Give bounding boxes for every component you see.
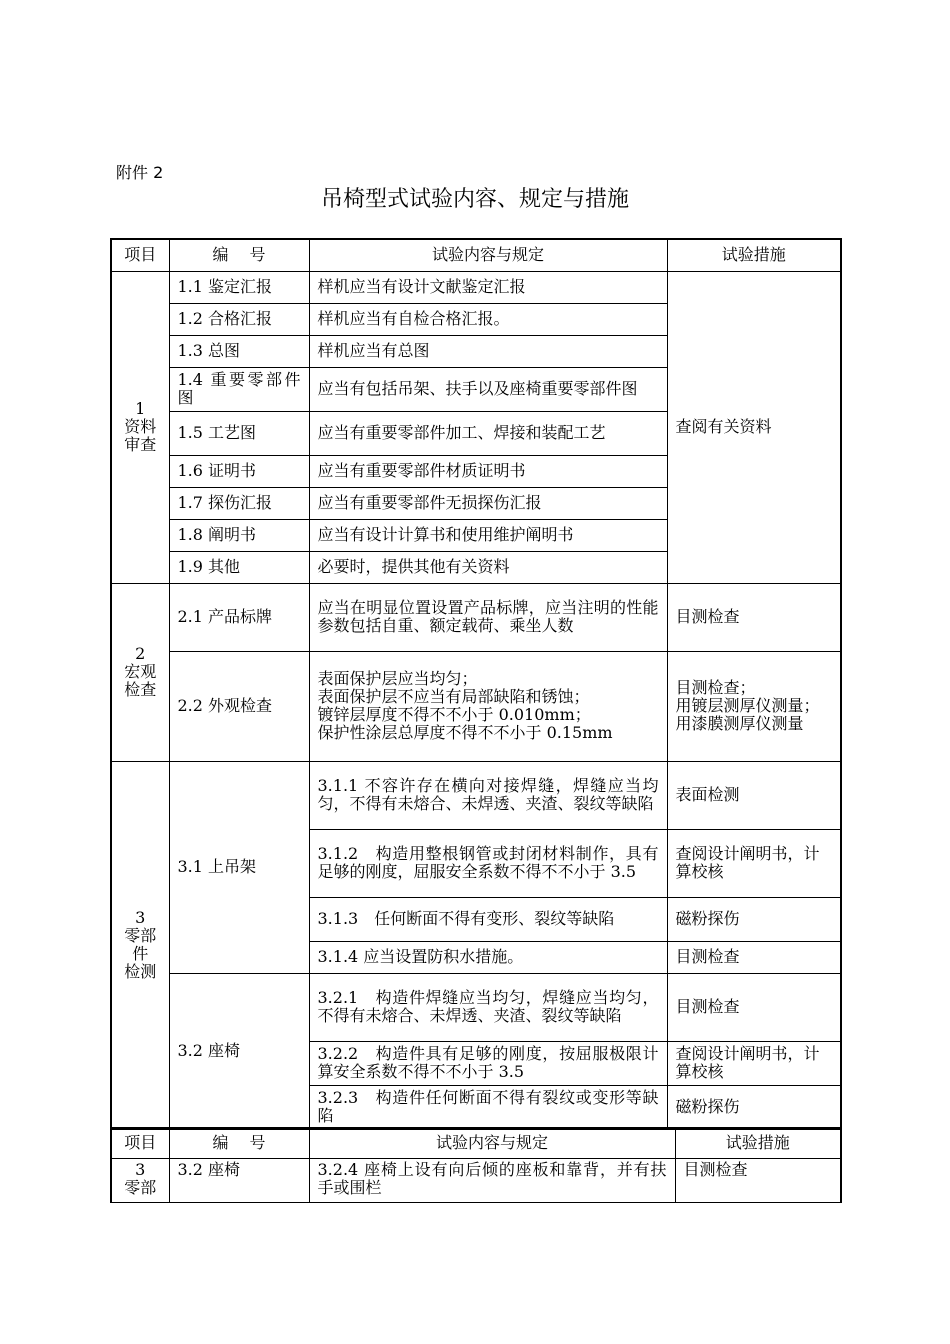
continuation-table (110, 1127, 842, 1203)
row-measure: 目测检查 (675, 1158, 841, 1202)
row-code: 1.3 总图 (169, 335, 309, 367)
header-code: 编 号 (169, 1128, 309, 1158)
row-content: 3.2.2 构造件具有足够的刚度，按屈服极限计算安全系数不得不不小于 3.5 (309, 1041, 667, 1085)
row-content: 表面保护层应当均匀； 表面保护层不应当有局部缺陷和锈蚀； 镀锌层厚度不得不不小于 0.010mm； 保护性涂层总厚度不得不不小于 0.15mm (309, 651, 667, 761)
row-code: 2.1 产品标牌 (169, 583, 309, 651)
row-code: 1.9 其他 (169, 551, 309, 583)
attachment-label: 附件 2 (116, 163, 164, 182)
row-measure: 查阅设计阐明书，计算校核 (667, 1041, 841, 1085)
table-row (111, 271, 841, 303)
section-1-name: 1 资料 审查 (111, 271, 169, 583)
test-requirements-table (110, 238, 842, 1130)
row-content: 应当在明显位置设置产品标牌，应当注明的性能参数包括自重、额定载荷、乘坐人数 (309, 583, 667, 651)
row-code: 1.7 探伤汇报 (169, 487, 309, 519)
table-row (111, 583, 841, 651)
row-code: 1.2 合格汇报 (169, 303, 309, 335)
row-measure: 目测检查 (667, 973, 841, 1041)
header-content: 试验内容与规定 (309, 1128, 675, 1158)
row-code: 1.5 工艺图 (169, 411, 309, 455)
header-measure: 试验措施 (667, 239, 841, 271)
row-content: 应当有重要零部件无损探伤汇报 (309, 487, 667, 519)
row-measure: 表面检测 (667, 761, 841, 829)
section-1-measure: 查阅有关资料 (667, 271, 841, 583)
table-header-row (111, 1128, 841, 1158)
row-code: 1.6 证明书 (169, 455, 309, 487)
row-measure: 查阅设计阐明书，计算校核 (667, 829, 841, 897)
header-content: 试验内容与规定 (309, 239, 667, 271)
row-content: 3.2.1 构造件焊缝应当均匀，焊缝应当均匀，不得有未熔合、未焊透、夹渣、裂纹等缺陷 (309, 973, 667, 1041)
row-measure: 目测检查 (667, 583, 841, 651)
group-code: 3.1 上吊架 (169, 761, 309, 973)
row-content: 应当有包括吊架、扶手以及座椅重要零部件图 (309, 367, 667, 411)
row-measure: 目测检查 (667, 941, 841, 973)
row-content: 样机应当有设计文献鉴定汇报 (309, 271, 667, 303)
header-measure: 试验措施 (675, 1128, 841, 1158)
row-code: 3.2 座椅 (169, 1158, 309, 1202)
header-item: 项目 (111, 239, 169, 271)
row-content: 应当有设计计算书和使用维护阐明书 (309, 519, 667, 551)
row-content: 3.1.4 应当设置防积水措施。 (309, 941, 667, 973)
table-header-row (111, 239, 841, 271)
table-row (111, 761, 841, 829)
row-code: 1.4 重要零部件图 (169, 367, 309, 411)
row-content: 3.1.3 任何断面不得有变形、裂纹等缺陷 (309, 897, 667, 941)
row-content: 3.1.1 不容许存在横向对接焊缝，焊缝应当均匀，不得有未熔合、未焊透、夹渣、裂纹等缺陷 (309, 761, 667, 829)
row-measure: 目测检查； 用镀层测厚仪测量； 用漆膜测厚仪测量 (667, 651, 841, 761)
table-row (111, 1158, 841, 1202)
section-3-name: 3 零部 件 检测 (111, 761, 169, 1129)
row-content: 3.2.4 座椅上设有向后倾的座板和靠背，并有扶手或围栏 (309, 1158, 675, 1202)
row-content: 样机应当有总图 (309, 335, 667, 367)
row-measure: 磁粉探伤 (667, 897, 841, 941)
header-code: 编 号 (169, 239, 309, 271)
row-content: 3.2.3 构造件任何断面不得有裂纹或变形等缺陷 (309, 1085, 667, 1129)
row-content: 3.1.2 构造用整根钢管或封闭材料制作，具有足够的刚度，屈服安全系数不得不不小于 3.5 (309, 829, 667, 897)
row-content: 应当有重要零部件材质证明书 (309, 455, 667, 487)
continuation-item: 3 零部 (111, 1158, 169, 1202)
document-title: 吊椅型式试验内容、规定与措施 (320, 187, 629, 212)
row-code: 2.2 外观检查 (169, 651, 309, 761)
row-content: 必要时，提供其他有关资料 (309, 551, 667, 583)
section-2-name: 2 宏观 检查 (111, 583, 169, 761)
row-content: 样机应当有自检合格汇报。 (309, 303, 667, 335)
group-code: 3.2 座椅 (169, 973, 309, 1129)
row-code: 1.1 鉴定汇报 (169, 271, 309, 303)
header-item: 项目 (111, 1128, 169, 1158)
table-row (111, 651, 841, 761)
row-code: 1.8 阐明书 (169, 519, 309, 551)
row-content: 应当有重要零部件加工、焊接和装配工艺 (309, 411, 667, 455)
row-measure: 磁粉探伤 (667, 1085, 841, 1129)
table-row (111, 973, 841, 1041)
